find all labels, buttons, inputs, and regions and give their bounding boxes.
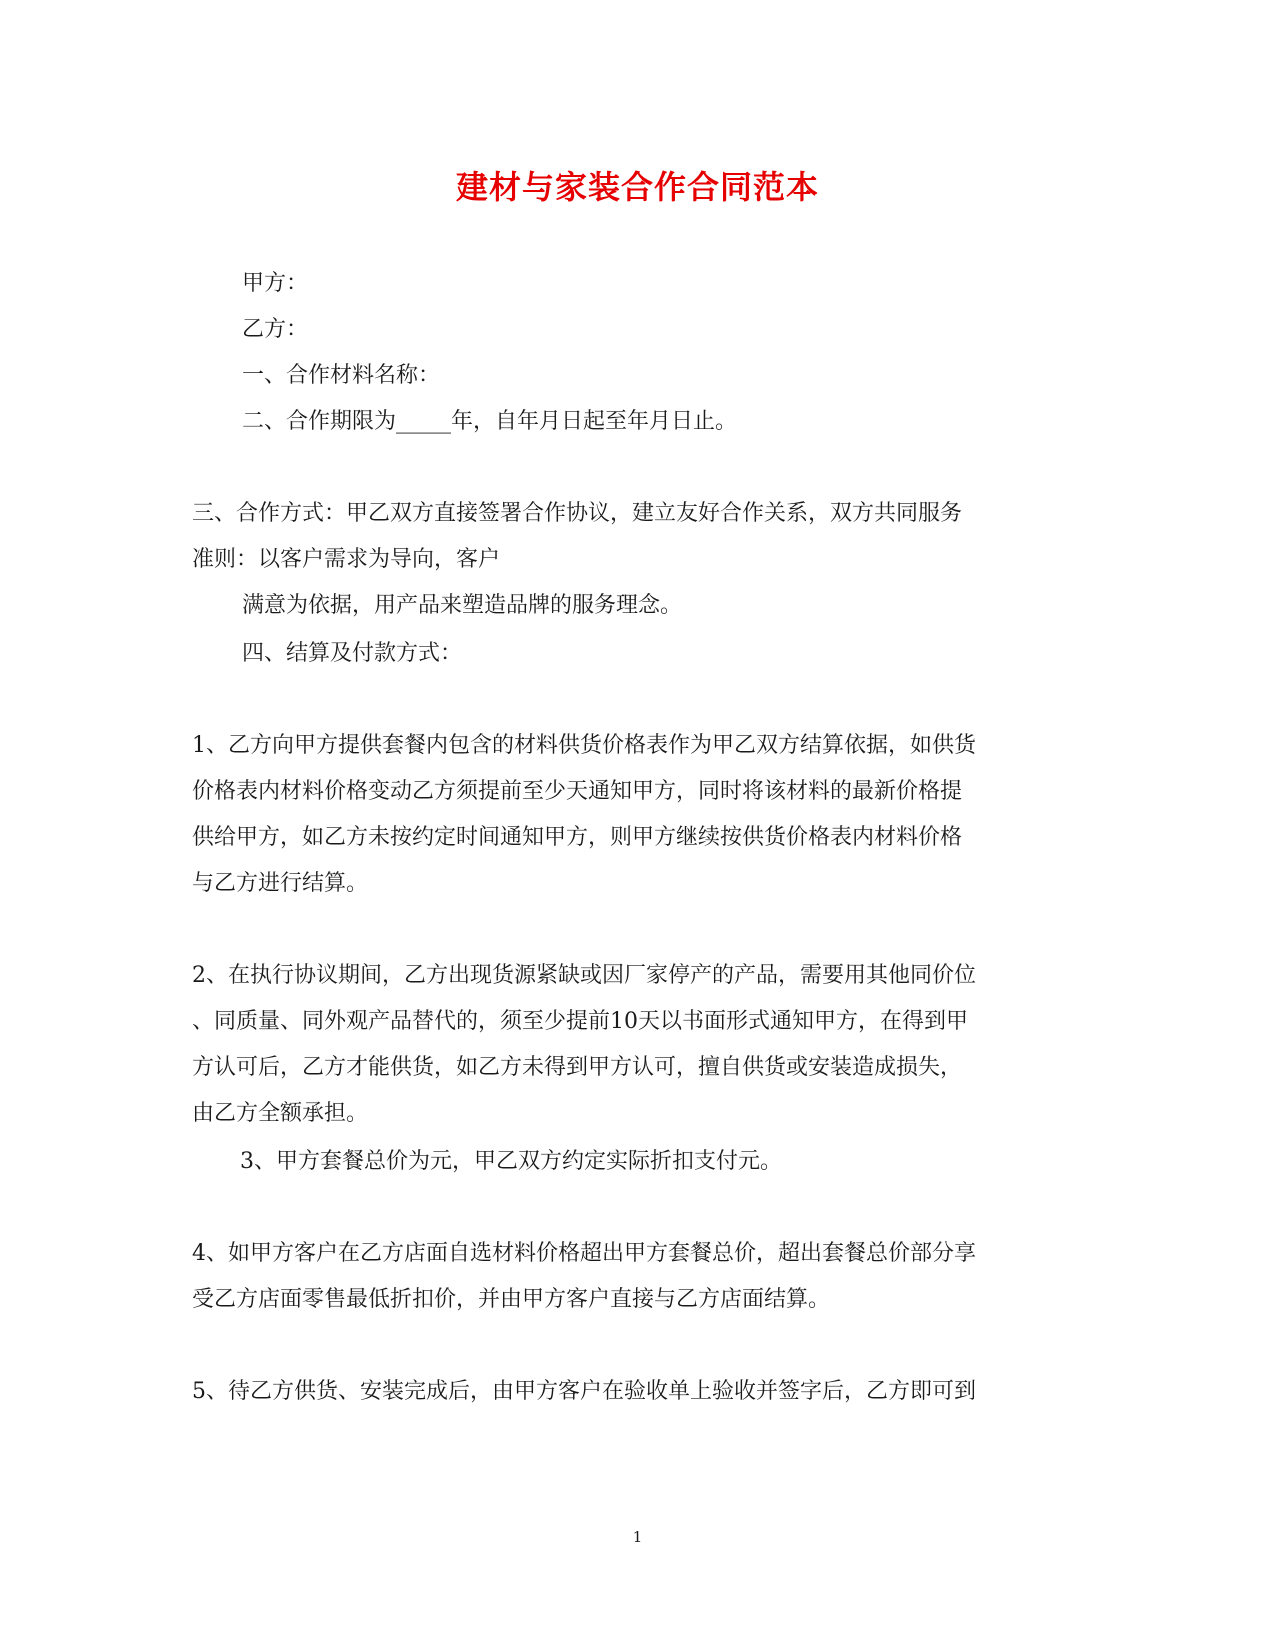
item-1-line-1: 1、乙方向甲方提供套餐内包含的材料供货价格表作为甲乙双方结算依据，如供货 [192,733,976,758]
clause-4-heading: 四、结算及付款方式： [242,641,463,666]
clause-3-line-2: 准则：以客户需求为导向，客户 [192,547,501,572]
clause-1-line: 一、合作材料名称： [242,363,441,388]
item-1-line-2: 价格表内材料价格变动乙方须提前至少天通知甲方，同时将该材料的最新价格提 [192,779,963,804]
item-4-line-1: 4、如甲方客户在乙方店面自选材料价格超出甲方套餐总价，超出套餐总价部分享 [192,1241,976,1266]
party-a-line: 甲方： [242,271,309,296]
item-5-line-1: 5、待乙方供货、安装完成后，由甲方客户在验收单上验收并签字后，乙方即可到 [192,1379,976,1404]
item-2-line-2: 、同质量、同外观产品替代的，须至少提前10天以书面形式通知甲方，在得到甲 [192,1009,968,1034]
party-b-line: 乙方： [242,317,309,342]
document-title: 建材与家装合作合同范本 [455,168,819,206]
item-2-line-3: 方认可后，乙方才能供货，如乙方未得到甲方认可，擅自供货或安装造成损失， [192,1055,963,1080]
item-4-line-2: 受乙方店面零售最低折扣价，并由甲方客户直接与乙方店面结算。 [192,1287,831,1312]
clause-3-line-3: 满意为依据，用产品来塑造品牌的服务理念。 [242,593,683,618]
item-2-line-1: 2、在执行协议期间，乙方出现货源紧缺或因厂家停产的产品，需要用其他同价位 [192,963,976,988]
item-3-line: 3、甲方套餐总价为元，甲乙双方约定实际折扣支付元。 [240,1149,782,1174]
item-1-line-3: 供给甲方，如乙方未按约定时间通知甲方，则甲方继续按供货价格表内材料价格 [192,825,963,850]
clause-2-line: 二、合作期限为_____年，自年月日起至年月日止。 [242,409,738,434]
item-2-line-4: 由乙方全额承担。 [192,1101,369,1126]
page-number: 1 [632,1528,643,1546]
item-1-line-4: 与乙方进行结算。 [192,871,369,896]
clause-3-line-1: 三、合作方式：甲乙双方直接签署合作协议，建立友好合作关系，双方共同服务 [192,501,963,526]
